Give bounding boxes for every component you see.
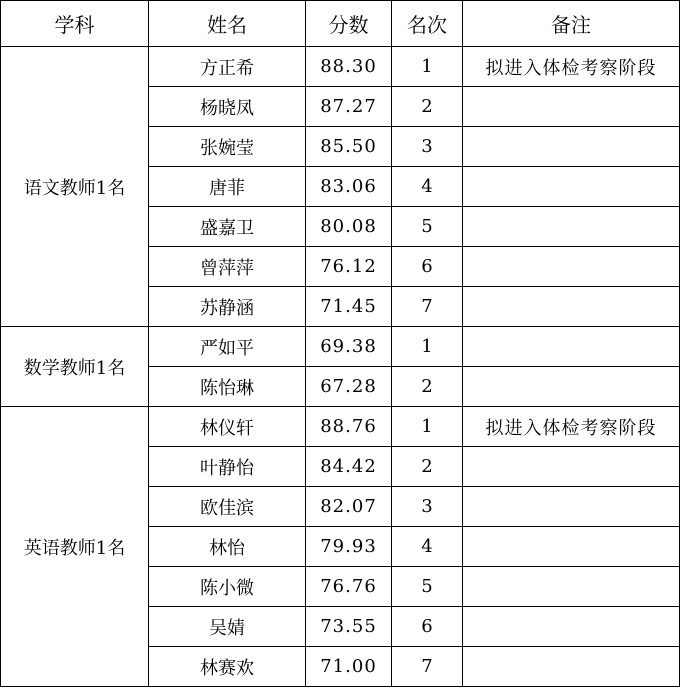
score-cell: 76.12 (306, 247, 392, 287)
name-cell: 唐菲 (149, 167, 306, 207)
subject-cell: 数学教师1名 (1, 327, 149, 407)
name-cell: 林赛欢 (149, 647, 306, 687)
rank-cell: 6 (392, 247, 463, 287)
score-cell: 69.38 (306, 327, 392, 367)
rank-cell: 4 (392, 167, 463, 207)
note-cell (463, 527, 680, 567)
note-cell: 拟进入体检考察阶段 (463, 47, 680, 87)
score-cell: 73.55 (306, 607, 392, 647)
note-cell (463, 647, 680, 687)
name-cell: 张婉莹 (149, 127, 306, 167)
rank-cell: 2 (392, 447, 463, 487)
note-cell (463, 167, 680, 207)
rank-cell: 2 (392, 87, 463, 127)
note-cell (463, 207, 680, 247)
score-cell: 79.93 (306, 527, 392, 567)
score-cell: 71.45 (306, 287, 392, 327)
rank-cell: 3 (392, 127, 463, 167)
subject-cell: 英语教师1名 (1, 407, 149, 687)
note-cell (463, 447, 680, 487)
note-cell (463, 487, 680, 527)
note-cell (463, 567, 680, 607)
table-body (1, 47, 680, 687)
name-cell: 杨晓凤 (149, 87, 306, 127)
note-cell (463, 247, 680, 287)
name-cell: 严如平 (149, 327, 306, 367)
header-rank: 名次 (392, 1, 463, 47)
name-cell: 曾萍萍 (149, 247, 306, 287)
name-cell: 林仪轩 (149, 407, 306, 447)
note-cell (463, 367, 680, 407)
note-cell (463, 327, 680, 367)
note-cell (463, 87, 680, 127)
score-cell: 83.06 (306, 167, 392, 207)
table-row (1, 47, 680, 87)
name-cell: 陈小微 (149, 567, 306, 607)
rank-cell: 4 (392, 527, 463, 567)
score-cell: 87.27 (306, 87, 392, 127)
rank-cell: 3 (392, 487, 463, 527)
header-name: 姓名 (149, 1, 306, 47)
rank-cell: 7 (392, 287, 463, 327)
rank-cell: 1 (392, 327, 463, 367)
note-cell (463, 127, 680, 167)
score-cell: 82.07 (306, 487, 392, 527)
note-cell (463, 287, 680, 327)
score-cell: 85.50 (306, 127, 392, 167)
score-cell: 84.42 (306, 447, 392, 487)
name-cell: 陈怡琳 (149, 367, 306, 407)
subject-cell: 语文教师1名 (1, 47, 149, 327)
table-row (1, 407, 680, 447)
name-cell: 苏静涵 (149, 287, 306, 327)
rank-cell: 5 (392, 567, 463, 607)
header-score: 分数 (306, 1, 392, 47)
table-row (1, 327, 680, 367)
name-cell: 吴婧 (149, 607, 306, 647)
score-cell: 80.08 (306, 207, 392, 247)
score-cell: 88.76 (306, 407, 392, 447)
score-cell: 76.76 (306, 567, 392, 607)
rank-cell: 1 (392, 407, 463, 447)
note-cell: 拟进入体检考察阶段 (463, 407, 680, 447)
note-cell (463, 607, 680, 647)
header-note: 备注 (463, 1, 680, 47)
name-cell: 林怡 (149, 527, 306, 567)
name-cell: 盛嘉卫 (149, 207, 306, 247)
header-row (1, 1, 680, 47)
rank-cell: 7 (392, 647, 463, 687)
score-cell: 67.28 (306, 367, 392, 407)
score-cell: 88.30 (306, 47, 392, 87)
header-subject: 学科 (1, 1, 149, 47)
name-cell: 叶静怡 (149, 447, 306, 487)
rank-cell: 1 (392, 47, 463, 87)
name-cell: 方正希 (149, 47, 306, 87)
rank-cell: 6 (392, 607, 463, 647)
rank-cell: 5 (392, 207, 463, 247)
name-cell: 欧佳滨 (149, 487, 306, 527)
rank-cell: 2 (392, 367, 463, 407)
score-cell: 71.00 (306, 647, 392, 687)
